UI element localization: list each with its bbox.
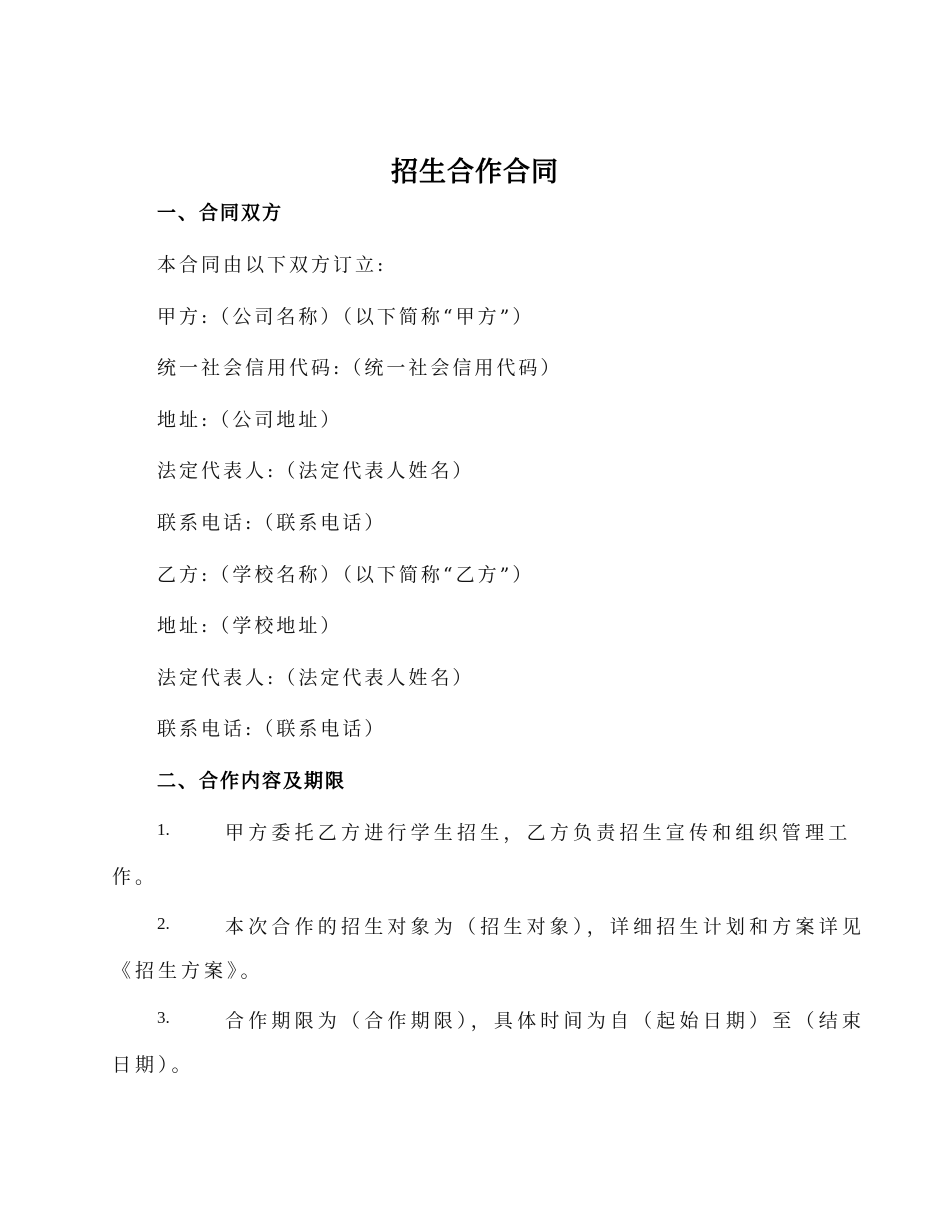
party-a-credit-code: 统一社会信用代码:（统一社会信用代码） <box>157 357 563 379</box>
document-title: 招生合作合同 <box>391 157 559 188</box>
list-item <box>112 818 852 902</box>
party-a-address: 地址:（公司地址） <box>157 409 343 431</box>
list-item <box>112 912 866 996</box>
section-heading-content: 二、合作内容及期限 <box>157 770 347 792</box>
list-item <box>112 1006 866 1090</box>
list-item-text-continued: 《招生方案》。 <box>112 960 264 982</box>
list-item-text-continued: 日期）。 <box>112 1054 195 1076</box>
list-item-text: 合作期限为（合作期限），具体时间为自（起始日期）至（结束 <box>225 1010 866 1032</box>
party-b-address: 地址:（学校地址） <box>157 615 343 637</box>
list-item-number: 1. <box>157 820 170 839</box>
party-b-phone: 联系电话:（联系电话） <box>157 718 387 740</box>
list-item-text: 甲方委托乙方进行学生招生，乙方负责招生宣传和组织管理工 <box>225 822 852 844</box>
list-item-number: 2. <box>157 914 170 933</box>
list-item-text: 本次合作的招生对象为（招生对象），详细招生计划和方案详见 <box>225 916 866 938</box>
list-item-text-continued: 作。 <box>112 866 159 888</box>
party-b-legal-rep: 法定代表人:（法定代表人姓名） <box>157 667 475 689</box>
party-a-name: 甲方:（公司名称）（以下简称“甲方”） <box>157 306 535 328</box>
party-a-phone: 联系电话:（联系电话） <box>157 512 387 534</box>
party-a-legal-rep: 法定代表人:（法定代表人姓名） <box>157 460 475 482</box>
party-b-name: 乙方:（学校名称）（以下简称“乙方”） <box>157 564 535 586</box>
list-item-number: 3. <box>157 1008 170 1027</box>
section-heading-parties: 一、合同双方 <box>157 202 284 224</box>
paragraph-intro: 本合同由以下双方订立: <box>157 254 387 276</box>
